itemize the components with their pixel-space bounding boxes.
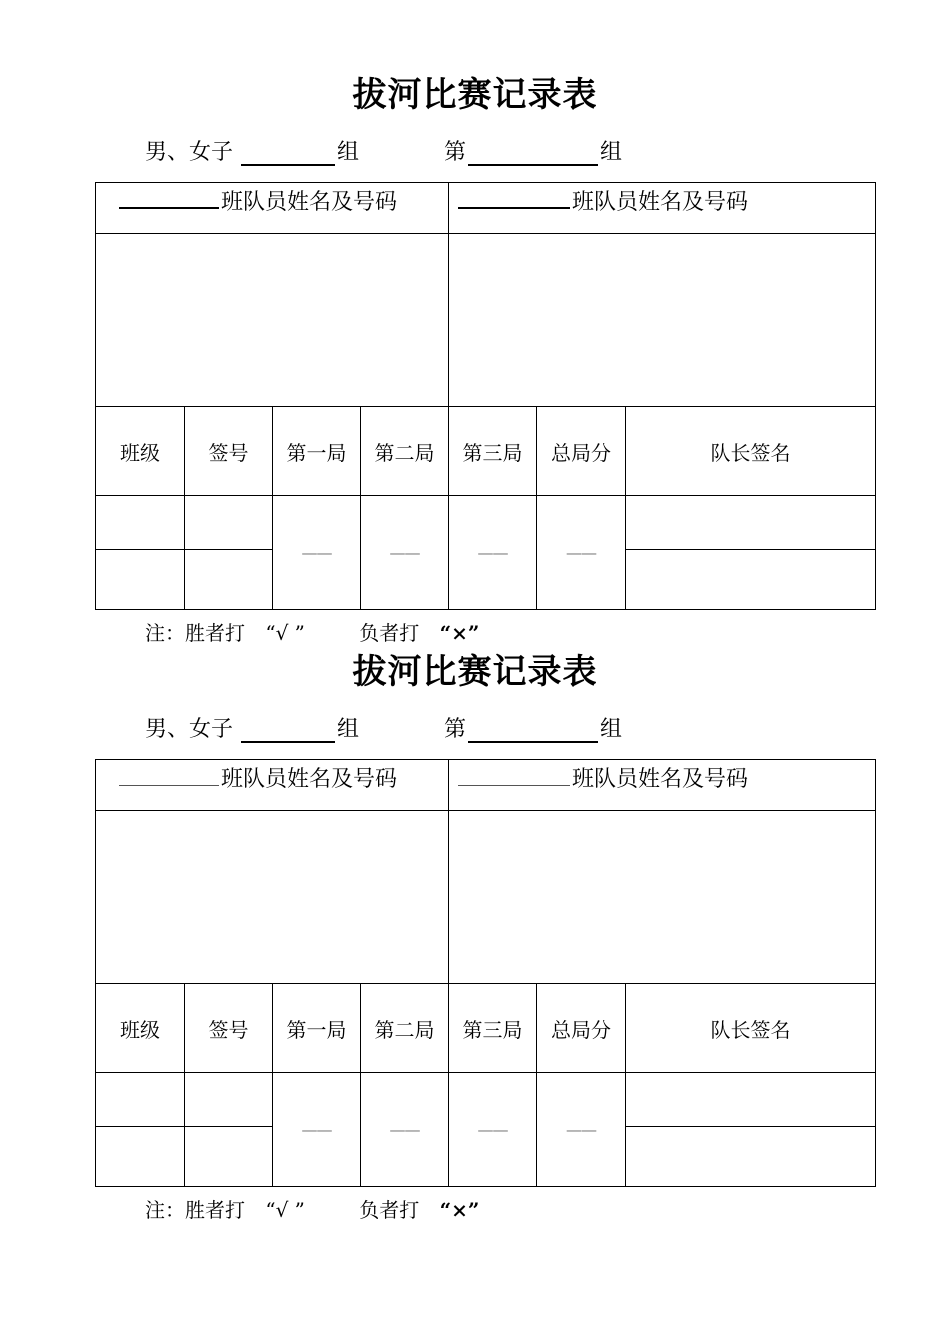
group-line: [145, 713, 845, 747]
note-win-mark: “√ ”: [265, 1198, 305, 1222]
team-left-roster-area[interactable]: [96, 234, 448, 406]
round-prefix: 第: [444, 717, 467, 742]
header-round-3: 第三局: [462, 440, 523, 465]
team-left-class-blank[interactable]: [119, 207, 219, 209]
header-class: 班级: [120, 440, 160, 465]
captain-signature-1[interactable]: [626, 496, 875, 549]
header-round-1: 第一局: [286, 440, 347, 465]
form-title: 拔河比赛记录表: [352, 652, 598, 692]
header-total-score: 总局分: [551, 1017, 611, 1042]
round-suffix: 组: [600, 717, 623, 742]
team-right-roster-area[interactable]: [449, 811, 875, 983]
team-right-header: [458, 760, 748, 810]
round-2-result[interactable]: ——: [389, 543, 420, 562]
header-draw-number: 签号: [208, 440, 249, 465]
header-class: 班级: [120, 1017, 160, 1042]
round-prefix: 第: [444, 140, 467, 165]
record-table: [95, 182, 876, 610]
form-note: [145, 1195, 479, 1225]
team-left-label: 班队员姓名及号码: [221, 190, 398, 215]
team-right-class-blank[interactable]: [458, 207, 570, 209]
header-round-2: 第二局: [374, 440, 435, 465]
total-score-result[interactable]: ——: [566, 543, 596, 562]
header-draw-number: 签号: [208, 1017, 249, 1042]
total-score-result[interactable]: ——: [566, 1120, 596, 1139]
gender-label: 男、女子: [145, 140, 234, 165]
header-round-2: 第二局: [374, 1017, 435, 1042]
note-win-mark: “√ ”: [265, 621, 305, 645]
round-2-result[interactable]: ——: [389, 1120, 420, 1139]
class-cell-1[interactable]: [96, 1073, 184, 1126]
record-table: [95, 759, 876, 1187]
team-right-roster-area[interactable]: [449, 234, 875, 406]
draw-cell-2[interactable]: [185, 1127, 272, 1186]
note-prefix: 注：胜者打: [145, 1198, 245, 1222]
team-left-header: [119, 760, 397, 810]
header-captain-signature: 队长签名: [710, 440, 791, 465]
team-right-header: [458, 183, 748, 233]
group-number-blank[interactable]: [468, 164, 598, 166]
group-line: [145, 136, 845, 170]
note-lose-mark: “×”: [439, 621, 480, 645]
team-left-label: 班队员姓名及号码: [221, 767, 398, 792]
group-suffix: 组: [337, 717, 360, 742]
captain-signature-1[interactable]: [626, 1073, 875, 1126]
header-round-1: 第一局: [286, 1017, 347, 1042]
gender-group-blank[interactable]: [241, 164, 335, 166]
class-cell-1[interactable]: [96, 496, 184, 549]
draw-cell-1[interactable]: [185, 1073, 272, 1126]
gender-group-blank[interactable]: [241, 741, 335, 743]
header-captain-signature: 队长签名: [710, 1017, 791, 1042]
group-number-blank[interactable]: [468, 741, 598, 743]
round-3-result[interactable]: ——: [477, 543, 508, 562]
team-right-label: 班队员姓名及号码: [572, 190, 749, 215]
team-right-label: 班队员姓名及号码: [572, 767, 749, 792]
captain-signature-2[interactable]: [626, 1127, 875, 1186]
form-title: 拔河比赛记录表: [352, 75, 598, 115]
team-left-class-blank[interactable]: [119, 785, 219, 786]
round-suffix: 组: [600, 140, 623, 165]
gender-label: 男、女子: [145, 717, 234, 742]
round-1-result[interactable]: ——: [301, 543, 332, 562]
round-3-result[interactable]: ——: [477, 1120, 508, 1139]
record-form-1: [0, 0, 950, 645]
class-cell-2[interactable]: [96, 1127, 184, 1186]
note-lose-mark: “×”: [439, 1198, 480, 1222]
team-left-roster-area[interactable]: [96, 811, 448, 983]
note-lose-prefix: 负者打: [359, 621, 420, 645]
note-lose-prefix: 负者打: [359, 1198, 420, 1222]
header-round-3: 第三局: [462, 1017, 523, 1042]
header-total-score: 总局分: [551, 440, 611, 465]
record-form-2: [0, 577, 950, 1222]
round-1-result[interactable]: ——: [301, 1120, 332, 1139]
group-suffix: 组: [337, 140, 360, 165]
draw-cell-1[interactable]: [185, 496, 272, 549]
note-prefix: 注：胜者打: [145, 621, 245, 645]
team-left-header: [119, 183, 397, 233]
team-right-class-blank[interactable]: [458, 785, 570, 786]
